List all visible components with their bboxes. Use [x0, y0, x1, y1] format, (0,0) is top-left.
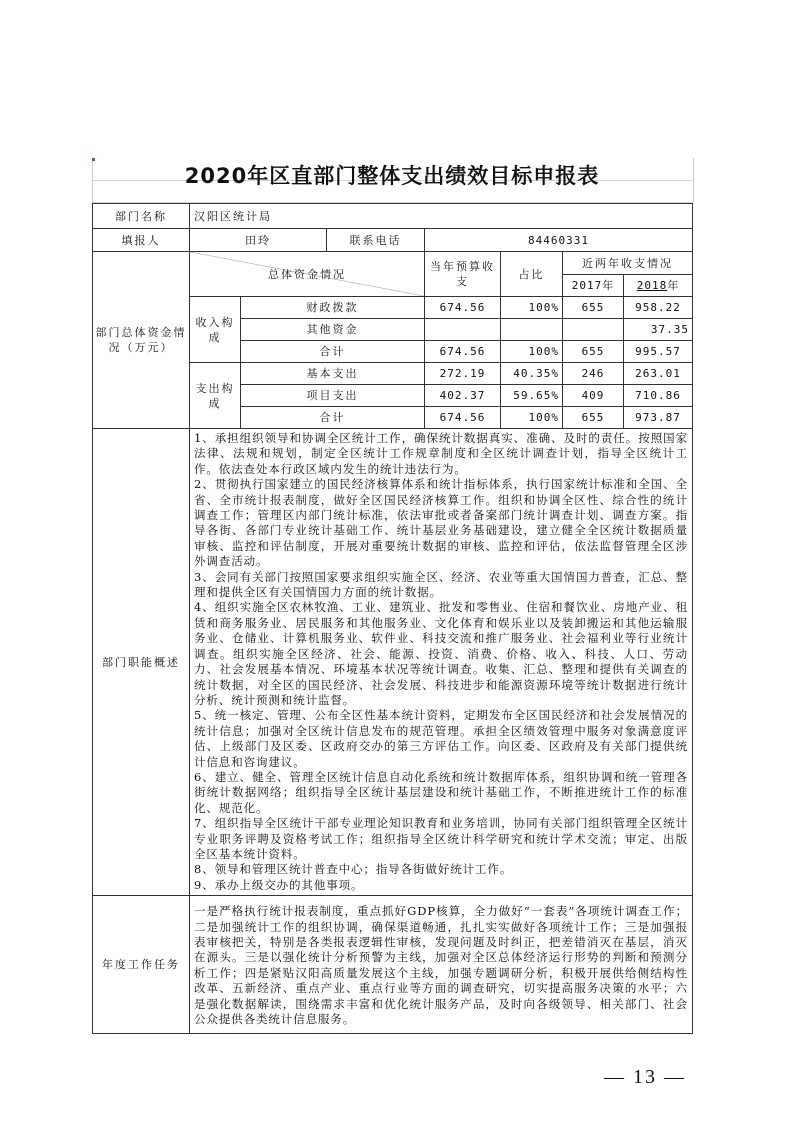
- ratio-cell: [501, 319, 563, 341]
- y2018-cell: 710.86: [624, 385, 693, 407]
- tasks-paragraph: 一是严格执行统计报表制度，重点抓好GDP核算，全力做好“一套表”各项统计调查工作；二是加强统计工作的组织协调，确保渠道畅通，扎扎实实做好各项统计工作；三是加强报表审核把关，特别是各类报表逻辑性审核，发现问题及时纠正，把差错消灭在基层，消灭在源头。三是以强化统计分析预警为主线，加强对全区总体经济运行形势的判断和预测分析工作；四是紧贴汉阳高质量发展这个主线，加强专题调研分析，积极开展供给侧结构性改革、五新经济、重点产业、重点行业等方面的调查研究，切实提高服务决策的水平；六是强化数据解读，围绕需求丰富和优化统计服务产品，及时向各级领导、相关部门、社会公众提供各类统计信息服务。: [194, 904, 689, 1027]
- y2018-cell: 263.01: [624, 363, 693, 385]
- phone-label: 联系电话: [327, 229, 425, 252]
- page-number: — 13 —: [604, 1066, 686, 1089]
- row-item: 项目支出: [241, 385, 425, 407]
- row-item: 其他资金: [241, 319, 425, 341]
- budget-cell: 674.56: [425, 297, 501, 319]
- y2017-cell: 655: [563, 407, 624, 429]
- tasks-row: [93, 896, 693, 1034]
- y2018-cell: 995.57: [624, 341, 693, 363]
- funds-header-diagonal: 总体资金情况: [190, 252, 425, 297]
- y2018-cell: 958.22: [624, 297, 693, 319]
- duty-item: 8、领导和管理区统计普查中心；指导各街做好统计工作。: [194, 862, 513, 877]
- col-budget-header: 当年预算收支: [425, 252, 501, 297]
- tasks-label: 年度工作任务: [93, 896, 190, 1034]
- tasks-text: [190, 896, 693, 1034]
- y2017-cell: 246: [563, 363, 624, 385]
- budget-cell: 402.37: [425, 385, 501, 407]
- row-item: 财政拨款: [241, 297, 425, 319]
- y2018-cell: 973.87: [624, 407, 693, 429]
- y2017-cell: [563, 319, 624, 341]
- ratio-cell: 59.65%: [501, 385, 563, 407]
- duty-item: 5、统一核定、管理、公布全区性基本统计资料，定期发布全区国民经济和社会发展情况的统计信息；加强对全区统计信息发布的规范管理。承担全区绩效管理中服务对象满意度评估、上级部门及区委、区政府交办的第三方评估工作。向区委、区政府及有关部门提供统计信息和咨询建议。: [194, 708, 689, 769]
- col-2018-header: 2018年: [624, 275, 693, 297]
- dept-value: 汉阳区统计局: [190, 204, 693, 229]
- page-title: 2020年区直部门整体支出绩效目标申报表: [184, 164, 600, 188]
- duty-item: 1、承担组织领导和协调全区统计工作，确保统计数据真实、准确、及时的责任。按照国家法律、法规和规划，制定全区统计工作规章制度和全区统计调查计划，指导全区统计工作。依法查处本行政区域内发生的统计违法行为。: [194, 431, 689, 476]
- reporter-label: 填报人: [93, 229, 190, 252]
- budget-cell: 674.56: [425, 407, 501, 429]
- y2017-cell: 409: [563, 385, 624, 407]
- duty-item: 9、承办上级交办的其他事项。: [194, 877, 364, 892]
- duty-item: 3、会同有关部门按照国家要求组织实施全区、经济、农业等重大国情国力普查，汇总、整理和提供全区有关国情国力方面的统计数据。: [194, 569, 689, 600]
- budget-cell: 674.56: [425, 341, 501, 363]
- duties-row: [93, 429, 693, 896]
- reporter-value: 田玲: [190, 229, 327, 252]
- duty-item: 2、贯彻执行国家建立的国民经济核算体系和统计指标体系，执行国家统计标准和全国、全省、全市统计报表制度，做好全区国民经济核算工作。组织和协调全区性、综合性的统计调查工作；管理区内部门统计标准，依法审批或者备案部门统计调查计划、调查方案。指导各街、各部门专业统计基础工作、统计基层业务基础建设，建立健全全区统计数据质量审核、监控和评估制度，开展对重要统计数据的审核、监控和评估，依法监督管理全区涉外调查活动。: [194, 477, 689, 569]
- ratio-cell: 100%: [501, 341, 563, 363]
- duties-text: [190, 429, 693, 896]
- expense-label: 支出构成: [190, 363, 241, 429]
- funds-section-label: 部门总体资金情况（万元）: [93, 252, 190, 429]
- dept-label: 部门名称: [93, 204, 190, 229]
- performance-table: [92, 203, 693, 1034]
- income-label: 收入构成: [190, 297, 241, 363]
- y2017-cell: 655: [563, 297, 624, 319]
- duties-label: 部门职能概述: [93, 429, 190, 896]
- page-body: [92, 203, 692, 1090]
- duty-item: 7、组织指导全区统计干部专业理论知识教育和业务培训，协同有关部门组织管理全区统计专业职务评聘及资格考试工作；组织指导全区统计科学研究和统计学术交流；审定、出版全区基本统计资料。: [194, 816, 689, 861]
- y2017-cell: 655: [563, 341, 624, 363]
- budget-cell: [425, 319, 501, 341]
- ratio-cell: 40.35%: [501, 363, 563, 385]
- duty-item: 6、建立、健全、管理全区统计信息自动化系统和统计数据库体系，组织协调和统一管理各街统计数据网络；组织指导全区统计基层建设和统计基础工作，不断推进统计工作的标准化、规范化。: [194, 769, 689, 815]
- ratio-cell: 100%: [501, 297, 563, 319]
- col-2017-header: 2017年: [563, 275, 624, 297]
- ratio-cell: 100%: [501, 407, 563, 429]
- row-item: 基本支出: [241, 363, 425, 385]
- reporter-row: [93, 229, 693, 252]
- col-ratio-header: 占比: [501, 252, 563, 297]
- phone-value: 84460331: [425, 229, 693, 252]
- duty-item: 4、组织实施全区农林牧渔、工业、建筑业、批发和零售业、住宿和餐饮业、房地产业、租赁和商务服务业、居民服务和其他服务业、文化体育和娱乐业以及装卸搬运和其他运输服务业、仓储业、计算机服务业、软件业、科技交流和推广服务业、社会福利业等行业统计调查。组织实施全区经济、社会、能源、投资、消费、价格、收入、科技、人口、劳动力、社会发展基本情况、环境基本状况等统计调查。收集、汇总、整理和提供有关调查的统计数据，对全区的国民经济、社会发展、科技进步和能源资源环境等统计数据进行统计分析、统计预测和统计监督。: [194, 600, 689, 707]
- col-recent-header: 近两年收支情况: [563, 252, 693, 275]
- y2018-cell: 37.35: [624, 319, 693, 341]
- budget-cell: 272.19: [425, 363, 501, 385]
- dept-row: [93, 204, 693, 229]
- row-item: 合计: [241, 407, 425, 429]
- row-item: 合计: [241, 341, 425, 363]
